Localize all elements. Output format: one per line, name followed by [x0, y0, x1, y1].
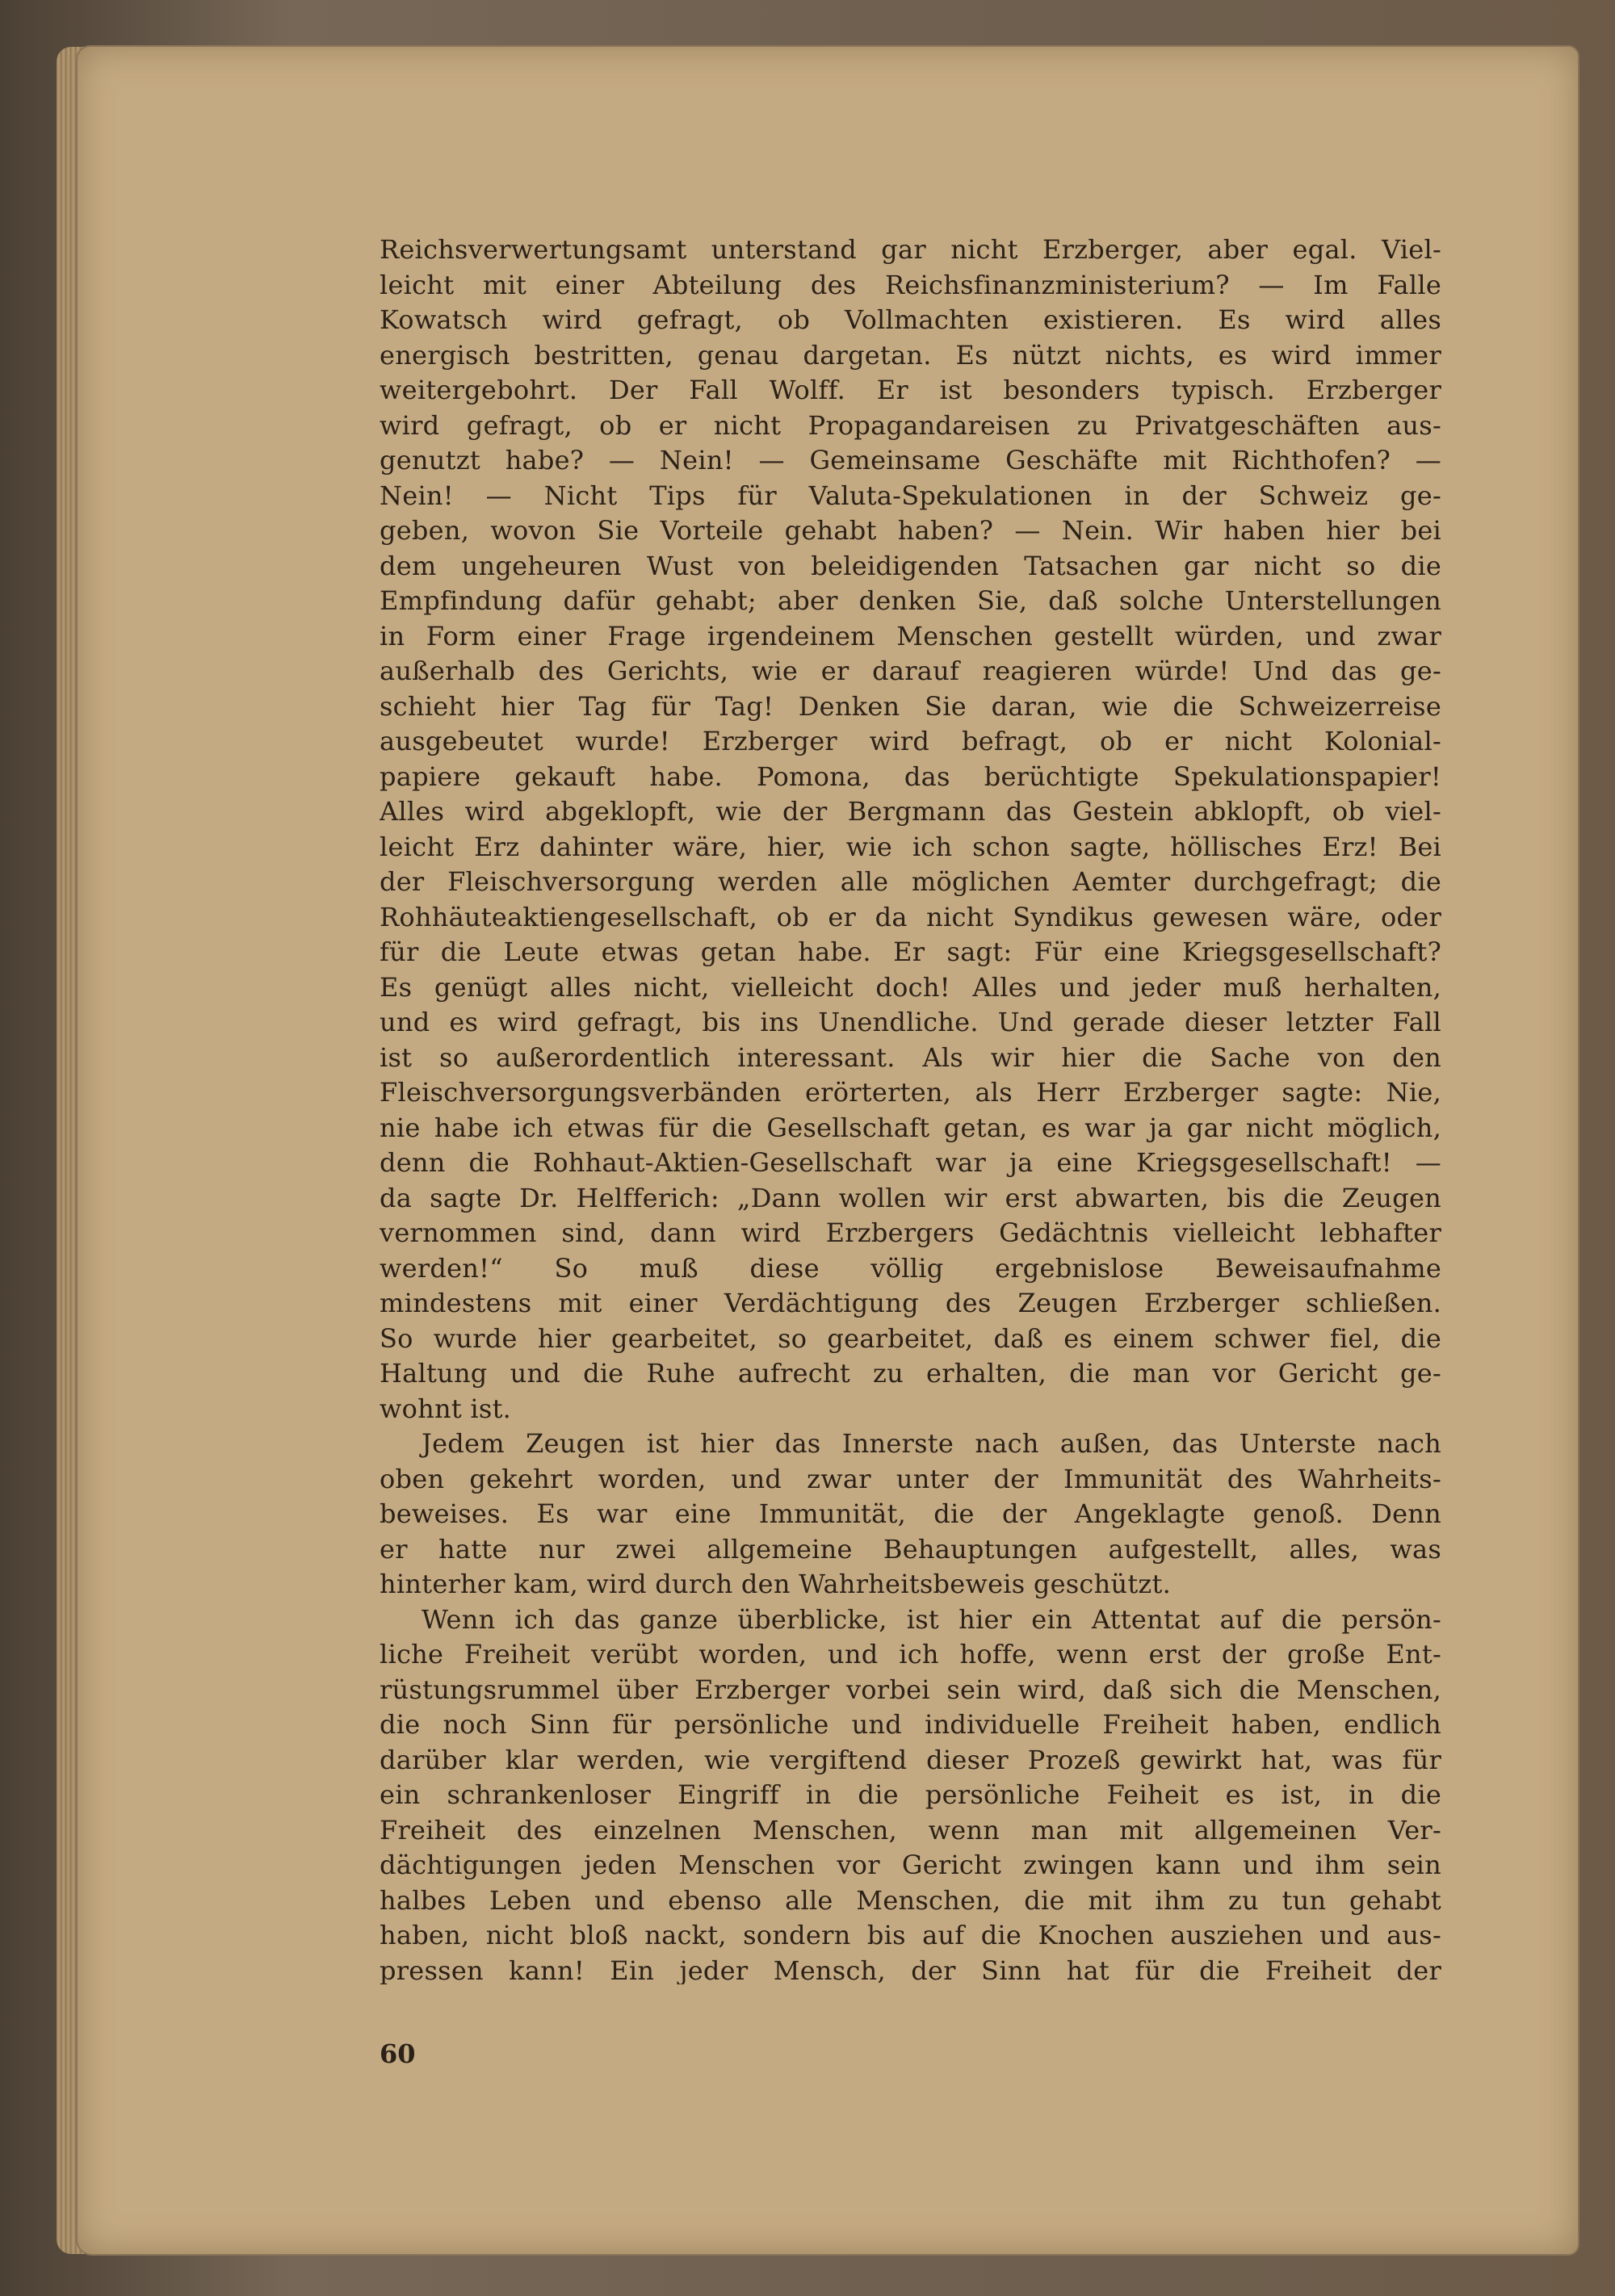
text-line: er hatte nur zwei allgemeine Behauptungen aufgestellt, alles, was: [380, 1533, 1441, 1565]
text-line: weitergebohrt. Der Fall Wolff. Er ist besonders typisch. Erzberger: [380, 375, 1441, 405]
text-line: liche Freiheit verübt worden, und ich hoffe, wenn erst der große Ent-: [380, 1639, 1441, 1670]
text-line: Jedem Zeugen ist hier das Innerste nach außen, das Unterste nach: [422, 1428, 1441, 1459]
text-line: und es wird gefragt, bis ins Unendliche. Und gerade dieser letzter Fall: [380, 1007, 1441, 1037]
text-line: Nein! — Nicht Tips für Valuta-Spekulationen in der Schweiz ge-: [380, 480, 1441, 511]
text-line: Wenn ich das ganze überblicke, ist hier ein Attentat auf die persön-: [422, 1603, 1441, 1635]
text-line: nie habe ich etwas für die Gesellschaft getan, es war ja gar nicht möglich,: [380, 1112, 1441, 1143]
text-line: Es genügt alles nicht, vielleicht doch! Alles und jeder muß herhalten,: [380, 971, 1441, 1003]
text-line: werden!“ So muß diese völlig ergebnislose Beweisaufnahme: [380, 1252, 1441, 1284]
text-line: hinterher kam, wird durch den Wahrheitsbeweis geschützt.: [380, 1569, 1172, 1599]
text-line: geben, wovon Sie Vorteile gehabt haben? — Nein. Wir haben hier bei: [380, 515, 1441, 546]
text-line: dem ungeheuren Wust von beleidigenden Tatsachen gar nicht so die: [380, 550, 1441, 581]
text-line: Haltung und die Ruhe aufrecht zu erhalten, die man vor Gericht ge-: [380, 1358, 1441, 1389]
text-line: für die Leute etwas getan habe. Er sagt: Für eine Kriegsgesellschaft?: [380, 936, 1441, 967]
text-line: pressen kann! Ein jeder Mensch, der Sinn hat für die Freiheit der: [380, 1955, 1441, 1984]
text-line: energisch bestritten, genau dargetan. Es nützt nichts, es wird immer: [380, 339, 1441, 371]
text-line: in Form einer Frage irgendeinem Menschen gestellt würden, und zwar: [380, 620, 1441, 652]
text-line: der Fleischversorgung werden alle möglichen Aemter durchgefragt; die: [380, 866, 1441, 897]
text-line: denn die Rohhaut-Aktien-Gesellschaft war ja eine Kriegsgesellschaft! —: [380, 1147, 1441, 1178]
text-line: papiere gekauft habe. Pomona, das berüchtigte Spekulationspapier!: [380, 760, 1441, 792]
text-line: wird gefragt, ob er nicht Propagandareisen zu Privatgeschäften aus-: [380, 409, 1441, 441]
text-line: Empfindung dafür gehabt; aber denken Sie, daß solche Unterstellungen: [380, 585, 1441, 616]
text-line: ist so außerordentlich interessant. Als wir hier die Sache von den: [380, 1041, 1441, 1073]
text-line: So wurde hier gearbeitet, so gearbeitet, daß es einem schwer fiel, die: [380, 1322, 1441, 1354]
text-line: Kowatsch wird gefragt, ob Vollmachten existieren. Es wird alles: [380, 304, 1441, 335]
text-line: genutzt habe? — Nein! — Gemeinsame Geschäfte mit Richthofen? —: [380, 445, 1441, 476]
text-line: oben gekehrt worden, und zwar unter der Immunität des Wahrheits-: [380, 1463, 1441, 1494]
text-line: da sagte Dr. Helfferich: „Dann wollen wir erst abwarten, bis die Zeugen: [380, 1182, 1441, 1213]
page-text: [380, 233, 1441, 1984]
text-line: mindestens mit einer Verdächtigung des Zeugen Erzberger schließen.: [380, 1288, 1441, 1318]
text-line: ausgebeutet wurde! Erzberger wird befragt, ob er nicht Kolonial-: [380, 726, 1441, 756]
text-line: rüstungsrummel über Erzberger vorbei sein wird, daß sich die Menschen,: [380, 1674, 1441, 1705]
page-number: 60: [380, 2038, 416, 2069]
text-line: leicht mit einer Abteilung des Reichsfinanzministerium? — Im Falle: [380, 269, 1441, 300]
text-line: Alles wird abgeklopft, wie der Bergmann das Gestein abklopft, ob viel-: [380, 796, 1441, 827]
text-line: die noch Sinn für persönliche und individuelle Freiheit haben, endlich: [380, 1709, 1441, 1740]
text-line: darüber klar werden, wie vergiftend dieser Prozeß gewirkt hat, was für: [380, 1744, 1441, 1775]
text-line: beweises. Es war eine Immunität, die der Angeklagte genoß. Denn: [380, 1498, 1441, 1529]
text-line: außerhalb des Gerichts, wie er darauf reagieren würde! Und das ge-: [380, 656, 1441, 686]
text-line: halbes Leben und ebenso alle Menschen, die mit ihm zu tun gehabt: [380, 1884, 1441, 1916]
text-line: vernommen sind, dann wird Erzbergers Gedächtnis vielleicht lebhafter: [380, 1217, 1441, 1248]
text-line: haben, nicht bloß nackt, sondern bis auf die Knochen ausziehen und aus-: [380, 1920, 1441, 1950]
text-line: Rohhäuteaktiengesellschaft, ob er da nicht Syndikus gewesen wäre, oder: [380, 901, 1441, 932]
text-line: ein schrankenloser Eingriff in die persönliche Feiheit es ist, in die: [380, 1779, 1441, 1810]
text-line: wohnt ist.: [380, 1393, 512, 1424]
text-line: Reichsverwertungsamt unterstand gar nicht Erzberger, aber egal. Viel-: [380, 234, 1441, 265]
text-line: schieht hier Tag für Tag! Denken Sie daran, wie die Schweizerreise: [380, 690, 1441, 722]
text-line: Freiheit des einzelnen Menschen, wenn man mit allgemeinen Ver-: [380, 1814, 1441, 1846]
text-line: Fleischversorgungsverbänden erörterten, als Herr Erzberger sagte: Nie,: [380, 1077, 1441, 1108]
text-line: leicht Erz dahinter wäre, hier, wie ich schon sagte, höllisches Erz! Bei: [380, 831, 1441, 862]
text-line: dächtigungen jeden Menschen vor Gericht zwingen kann und ihm sein: [380, 1850, 1441, 1880]
